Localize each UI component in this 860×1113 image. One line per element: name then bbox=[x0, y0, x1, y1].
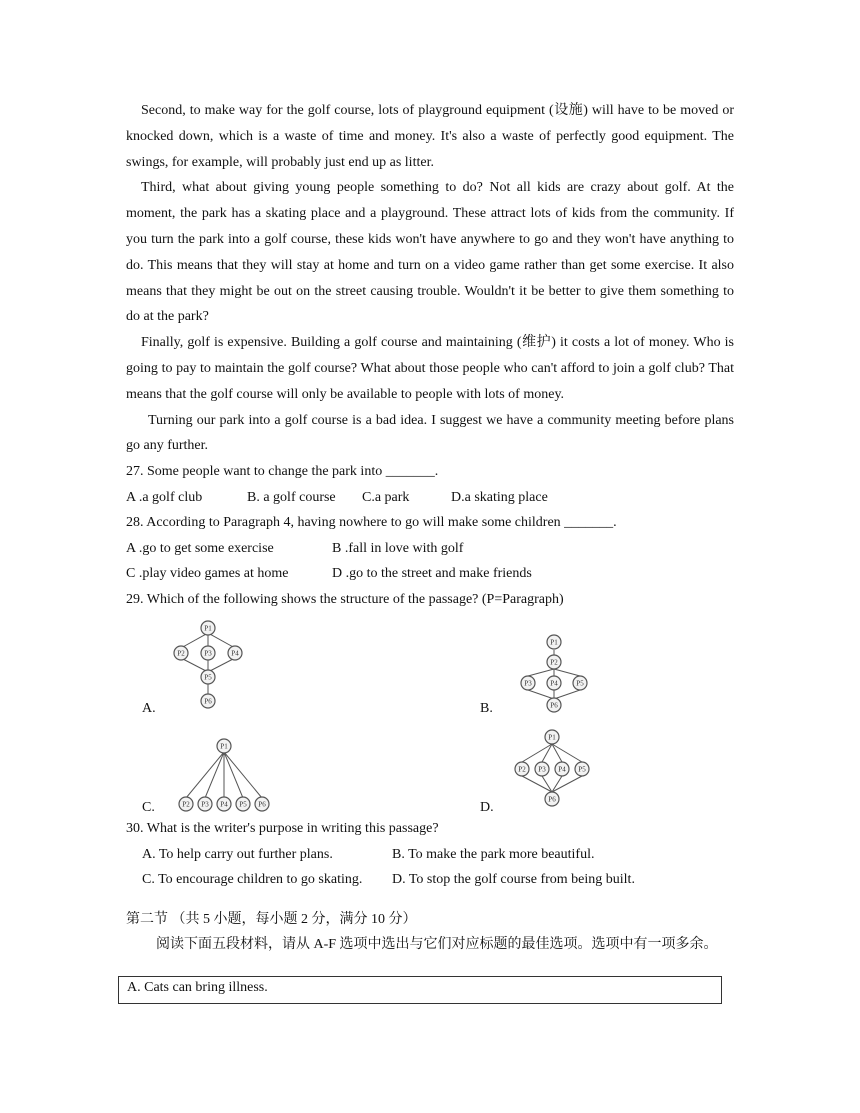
worksheet-page bbox=[126, 98, 734, 957]
diag-d-node-p1: P1 bbox=[548, 733, 556, 742]
diag-b-node-p2: P2 bbox=[550, 658, 558, 667]
diag-a-node-p5: P5 bbox=[204, 673, 212, 682]
question-28-stem: 28. According to Paragraph 4, having nowhere to go will make some children _______. bbox=[126, 515, 617, 531]
diag-d-node-p6: P6 bbox=[548, 795, 556, 804]
diag-b-node-p3: P3 bbox=[524, 679, 532, 688]
diag-a-node-p1: P1 bbox=[204, 624, 212, 633]
diag-b-node-p6: P6 bbox=[550, 701, 558, 710]
question-29-stem: 29. Which of the following shows the structure of the passage? (P=Paragraph) bbox=[126, 591, 564, 607]
diag-a-node-p3: P3 bbox=[204, 649, 212, 658]
diagram-c bbox=[174, 712, 284, 822]
question-30-stem: 30. What is the writer's purpose in writing this passage? bbox=[126, 821, 439, 837]
q29-label-b[interactable]: B. bbox=[480, 701, 493, 717]
q27-option-b[interactable]: B. a golf course bbox=[247, 489, 336, 505]
q29-label-c[interactable]: C. bbox=[142, 800, 155, 816]
q28-option-d[interactable]: D .go to the street and make friends bbox=[332, 566, 532, 582]
diag-c-node-p2: P2 bbox=[182, 800, 190, 809]
diag-c-node-p6: P6 bbox=[258, 800, 266, 809]
diag-d-node-p5: P5 bbox=[578, 765, 586, 774]
paragraph-second: Second, to make way for the golf course, lots of playground equipment (设施) will have to be moved or knocked down, which is a waste of time and money. It's also a waste of perfectly good equipment. The swings, for example, will probably just end up as litter. bbox=[126, 103, 734, 170]
question-30-options-row1 bbox=[126, 842, 734, 868]
diag-d-node-p4: P4 bbox=[558, 765, 566, 774]
diag-b-node-p1: P1 bbox=[550, 638, 558, 647]
paragraph-finally: Finally, golf is expensive. Building a golf course and maintaining (维护) it costs a lot of money. Who is going to pay to maintain the golf course? What about those people who can't afford to join a golf club? That means that the golf course will only be available to people with lots of money. bbox=[126, 335, 734, 402]
question-28-options-row2 bbox=[126, 561, 734, 587]
diag-a-node-p4: P4 bbox=[231, 649, 239, 658]
q27-option-d[interactable]: D.a skating place bbox=[451, 489, 548, 505]
q28-option-a[interactable]: A .go to get some exercise bbox=[126, 540, 274, 556]
question-27-options bbox=[126, 485, 734, 511]
q28-option-b[interactable]: B .fall in love with golf bbox=[332, 540, 464, 556]
diagram-b bbox=[504, 620, 604, 720]
q30-option-a[interactable]: A. To help carry out further plans. bbox=[142, 846, 333, 862]
diag-c-node-p5: P5 bbox=[239, 800, 247, 809]
q30-option-b[interactable]: B. To make the park more beautiful. bbox=[392, 846, 595, 862]
section-2-instruction: 阅读下面五段材料，请从 A-F 选项中选出与它们对应标题的最佳选项。选项中有一项多余。 bbox=[156, 936, 718, 952]
q27-option-a[interactable]: A .a golf club bbox=[126, 489, 203, 505]
diag-c-node-p1: P1 bbox=[220, 742, 228, 751]
q30-option-c[interactable]: C. To encourage children to go skating. bbox=[142, 872, 363, 888]
diag-b-node-p5: P5 bbox=[576, 679, 584, 688]
question-27-stem: 27. Some people want to change the park into _______. bbox=[126, 464, 439, 480]
option-box-a: A. Cats can bring illness. bbox=[118, 976, 722, 1004]
diag-b-node-p4: P4 bbox=[550, 679, 558, 688]
diag-d-node-p3: P3 bbox=[538, 765, 546, 774]
q27-option-c[interactable]: C.a park bbox=[362, 489, 410, 505]
q28-option-c[interactable]: C .play video games at home bbox=[126, 566, 289, 582]
diag-c-node-p3: P3 bbox=[201, 800, 209, 809]
diag-a-node-p6: P6 bbox=[204, 697, 212, 706]
section-2-heading: 第二节 （共 5 小题，每小题 2 分，满分 10 分） bbox=[126, 911, 417, 927]
question-28-options-row1 bbox=[126, 536, 734, 562]
q29-diagram-row-2 bbox=[126, 712, 734, 816]
q29-diagram-row-1 bbox=[126, 612, 734, 717]
q29-label-a[interactable]: A. bbox=[142, 701, 156, 717]
question-30-options-row2 bbox=[126, 867, 734, 893]
paragraph-conclusion: Turning our park into a golf course is a bad idea. I suggest we have a community meeting before plans go any further. bbox=[126, 412, 734, 454]
paragraph-third: Third, what about giving young people something to do? Not all kids are crazy about golf. At the moment, the park has a skating place and a playground. These attract lots of kids from the community. If you turn the park into a golf course, these kids won't have anywhere to go and they won't have anything to do. This means that they will stay at home and turn on a video game rather than get some exercise. It also means that they might be out on the street causing trouble. Wouldn't it be better to give them something to do at the park? bbox=[126, 180, 734, 325]
diag-c-node-p4: P4 bbox=[220, 800, 228, 809]
diag-d-node-p2: P2 bbox=[518, 765, 526, 774]
q29-label-d[interactable]: D. bbox=[480, 800, 494, 816]
diagram-d bbox=[504, 718, 604, 818]
diagram-a bbox=[168, 620, 258, 720]
q30-option-d[interactable]: D. To stop the golf course from being built. bbox=[392, 872, 635, 888]
diag-a-node-p2: P2 bbox=[177, 649, 185, 658]
